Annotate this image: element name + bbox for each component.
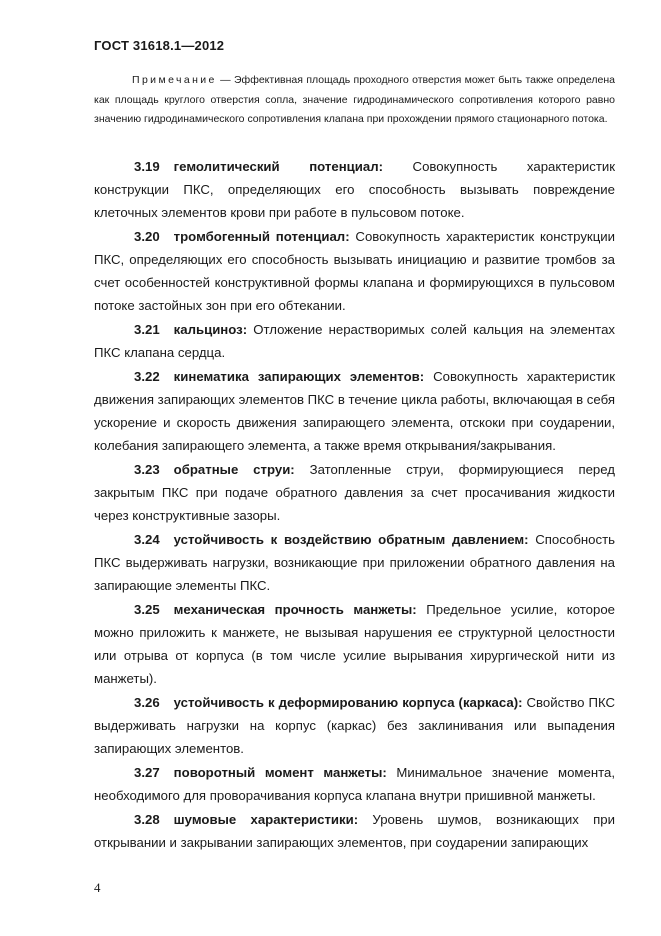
term-3-28 xyxy=(94,808,615,854)
term-number: 3.19 xyxy=(134,159,160,174)
term-name: шумовые характеристики: xyxy=(173,812,359,827)
term-3-20 xyxy=(94,225,615,317)
term-name: тромбогенный потенциал: xyxy=(173,229,350,244)
term-definition: Совокупность характеристик движения запирающих элементов ПКС в течение цикла работы, включающая в себя ускорение и скорость движения запирающего элемента, отскоки при соударении, колебания запирающего элемента, а также время открывания/закрывания. xyxy=(94,369,615,453)
term-name: механическая прочность манжеты: xyxy=(173,602,417,617)
term-name: кальциноз: xyxy=(173,322,248,337)
term-number: 3.26 xyxy=(134,695,160,710)
term-3-23 xyxy=(94,458,615,527)
note-label: Примечание xyxy=(132,74,217,86)
term-3-19 xyxy=(94,155,615,224)
page-number: 4 xyxy=(94,880,101,895)
note-text: — Эффективная площадь проходного отверстия может быть также определена как площадь круглого отверстия сопла, значение гидродинамического сопротивления которого равно значению гидродинамического сопротивления клапана при прохождении прямого стационарного потока. xyxy=(94,74,615,125)
term-number: 3.20 xyxy=(134,229,160,244)
term-name: устойчивость к воздействию обратным давлением: xyxy=(173,532,529,547)
term-3-26 xyxy=(94,691,615,760)
term-definition: Совокупность характеристик конструкции ПКС, определяющих его способность вызывать инициацию и развитие тромбов за счет особенностей конструктивной формы клапана и формирующихся в пульсовом потоке застойных зон при его обтекании. xyxy=(94,229,615,313)
document-code-header: ГОСТ 31618.1—2012 xyxy=(94,38,225,53)
term-number: 3.21 xyxy=(134,322,160,337)
term-name: обратные струи: xyxy=(173,462,295,477)
term-3-22 xyxy=(94,365,615,457)
term-name: гемолитический потенциал: xyxy=(173,159,383,174)
term-number: 3.28 xyxy=(134,812,160,827)
term-number: 3.22 xyxy=(134,369,160,384)
term-name: кинематика запирающих элементов: xyxy=(173,369,425,384)
term-definition: Свойство ПКС выдерживать нагрузки на корпус (каркас) без заклинивания или выпадения запирающих элементов. xyxy=(94,695,615,756)
term-definition: Затопленные струи, формирующиеся перед закрытым ПКС при подаче обратного давления за счет просачивания жидкости через конструктивные зазоры. xyxy=(94,462,615,523)
term-name: устойчивость к деформированию корпуса (каркаса): xyxy=(173,695,523,710)
term-number: 3.25 xyxy=(134,602,160,617)
term-definition: Отложение нерастворимых солей кальция на элементах ПКС клапана сердца. xyxy=(94,322,615,360)
term-definition: Способность ПКС выдерживать нагрузки, возникающие при приложении обратного давления на запирающие элементы ПКС. xyxy=(94,532,615,593)
term-definition: Предельное усилие, которое можно приложить к манжете, не вызывая нарушения ее структурной целостности или отрыва от корпуса (в том числе усилие вырывания хирургической нити из манжеты). xyxy=(94,602,615,686)
term-3-25 xyxy=(94,598,615,690)
term-3-27 xyxy=(94,761,615,807)
term-3-21 xyxy=(94,318,615,364)
term-definition: Совокупность характеристик конструкции ПКС, определяющих его способность вызывать повреждение клеточных элементов крови при работе в пульсовом потоке. xyxy=(94,159,615,220)
terms-list xyxy=(94,155,615,855)
term-number: 3.23 xyxy=(134,462,160,477)
term-number: 3.24 xyxy=(134,532,160,547)
term-number: 3.27 xyxy=(134,765,160,780)
note-paragraph xyxy=(94,71,615,130)
term-3-24 xyxy=(94,528,615,597)
term-definition: Минимальное значение момента, необходимого для проворачивания корпуса клапана внутри пришивной манжеты. xyxy=(94,765,616,803)
term-name: поворотный момент манжеты: xyxy=(173,765,387,780)
term-definition: Уровень шумов, возникающих при открывании и закрывании запирающих элементов, при соударении запирающих xyxy=(94,812,615,850)
